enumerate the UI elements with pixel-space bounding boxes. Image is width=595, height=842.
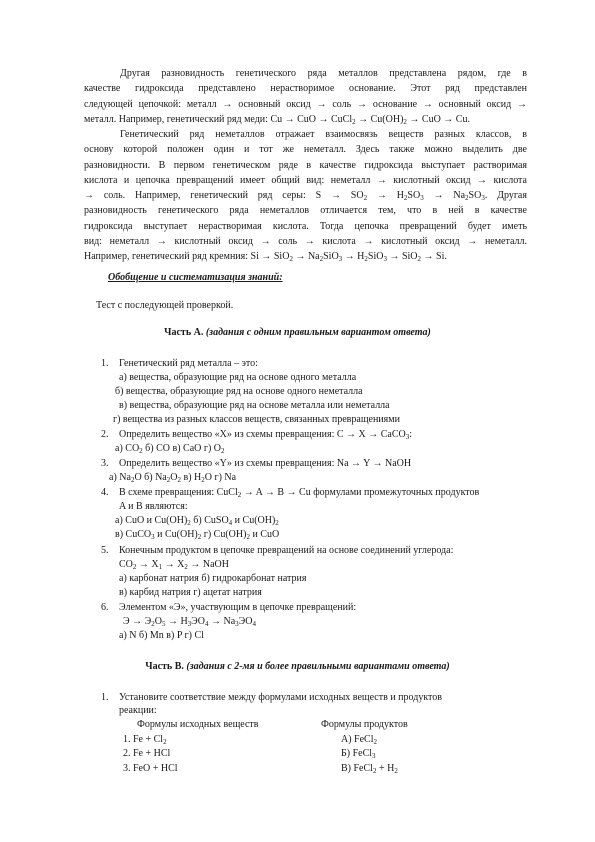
column-header-products: Формулы продуктов <box>321 719 408 730</box>
question-text: Генетический ряд металла – это: <box>119 358 258 369</box>
question-text: г) вещества из разных классов веществ, связанных превращениями <box>113 414 400 425</box>
paragraph1-line: качестве гидроксида представлено нерастворимое основание. Этот ряд представлен <box>84 83 527 95</box>
question-number: 6. <box>101 602 109 613</box>
part-b-label: Часть В. <box>145 661 184 672</box>
part-a-label: Часть А. <box>164 327 204 338</box>
answer-option-line <box>113 413 400 426</box>
question-text: в) CuCO$_3$ и $Cu(OH)_2$ г) $Cu(OH)_2$ и CuO <box>115 529 280 541</box>
paragraph-metals-series <box>84 66 527 127</box>
intro-text: Тест с последующей проверкой. <box>96 300 234 311</box>
paragraph1-line: металл. Например, генетический ряд меди: Cu → CuO → CuCl$_2$ → $Cu(OH)_2$ → CuO → Cu. <box>84 113 470 126</box>
question-text: а) N б) Mn в) P г) Cl <box>119 630 204 641</box>
paragraph2-line: разновидность генетического ряда неметаллов отличается тем, что в ней в качестве <box>84 205 527 217</box>
products-item: Б) FeCl$_3$ <box>341 748 376 760</box>
products-item: В) FeCl$_2$ + $H_2$ <box>341 763 398 775</box>
answer-option-line <box>115 528 279 541</box>
question-text: а) карбонат натрия б) гидрокарбонат натрия <box>119 573 307 584</box>
part-b-subtitle: (задания с 2-мя и более правильными вариантами ответа) <box>183 661 450 672</box>
question-text: A и B являются: <box>119 501 188 512</box>
question-text: в) вещества, образующие ряд на основе металла или неметалла <box>119 400 390 411</box>
answer-option-line <box>115 514 279 527</box>
section-heading: Обобщение и систематизация знаний: <box>108 272 283 283</box>
question-text: а) вещества, образующие ряд на основе одного металла <box>119 372 357 383</box>
answer-option-line <box>119 399 390 412</box>
question-number: 4. <box>101 487 109 498</box>
paragraph2-line: Генетический ряд неметаллов отражает взаимосвязь веществ разных классов, в <box>120 129 527 140</box>
paragraph2-line: разновидности. В первом генетическом ряде в качестве гидроксида выступает растворимая <box>84 159 527 171</box>
question-item <box>101 457 411 470</box>
answer-option-line <box>115 385 363 398</box>
paragraph1-line: Другая разновидность генетического ряда металлов представлена рядом, где в <box>120 68 527 79</box>
answer-option-line <box>119 500 188 513</box>
part-a-title <box>0 327 595 338</box>
question-number: 2. <box>101 429 109 440</box>
question-number: 1. <box>101 358 109 369</box>
question-text: а) $CO_2$ б) CO в) CaO г) $O_2$ <box>115 443 225 455</box>
question-text: а) $Na_2O$ б) $Na_2O_2$ в) $H_2O$ г) Na <box>109 472 237 484</box>
question-number: 3. <box>101 458 109 469</box>
question-text: а) CuO и $Cu(OH)_2$ б) CuSO$_4$ и $Cu(OH)_2$ <box>115 515 279 527</box>
part-a-subtitle: (задания с одним правильным вариантом ответа) <box>203 327 431 338</box>
paragraph2-line: гидроксида выступает нерастворимая кислота. Тогда цепочка превращений будет иметь <box>84 220 527 232</box>
answer-option-line <box>115 442 225 455</box>
reactants-item: 1. $Fe + Cl_2$ <box>123 734 167 746</box>
question-text: б) вещества, образующие ряд на основе одного неметалла <box>115 386 363 397</box>
question-item <box>101 428 412 441</box>
part-b-question-1-cont: реакции: <box>119 705 157 716</box>
question-text: $Э \to Э_2O_5 \to H_3ЭO_4 \to Na_3ЭO_4$ <box>123 616 256 628</box>
answer-option-line <box>119 371 356 384</box>
paragraph2-line: основу которой положен один и тот же неметалл. Здесь также можно выделить две <box>84 144 527 156</box>
reactants-item: 2. Fe + HCl <box>123 748 171 759</box>
paragraph2-line: → соль. Например, генетический ряд серы: $S \to SO_2 \to H_2SO_3 \to Na_2SO_3$. Другая <box>84 190 527 203</box>
question-text: $CO_2 \to X_1 \to X_2$ → NaOH <box>119 559 229 571</box>
question-item <box>101 601 356 614</box>
question-number: 5. <box>101 545 109 556</box>
paragraph-nonmetals-series <box>84 127 527 265</box>
question-item <box>101 486 479 499</box>
products-item: А) FeCl$_2$ <box>341 734 377 746</box>
answer-option-line <box>123 615 256 628</box>
question-text: Конечным продуктом в цепочке превращений на основе соединений углерода: <box>119 545 454 556</box>
part-b-question-1 <box>101 691 442 704</box>
answer-option-line <box>119 558 229 571</box>
part-b-title <box>0 661 595 672</box>
question-text: Элементом «Э», участвующим в цепочке превращений: <box>119 602 357 613</box>
question-text: Определить вещество «Х» из схемы превращения: C → X → CaCO$_3$: <box>119 429 413 441</box>
reactants-item: 3. FeO + HCl <box>123 763 178 774</box>
question-text: В схеме превращения: CuCl$_2$ → A → B → Cu формулами промежуточных продуктов <box>119 487 480 499</box>
paragraph1-line: следующей цепочкой: металл → основный оксид → соль → основание → основный оксид → <box>84 98 527 110</box>
paragraph2-line: вид: неметалл → кислотный оксид → соль → кислота → кислотный оксид → неметалл. <box>84 236 527 248</box>
question-text: Определить вещество «Y» из схемы превращения: Na → Y → NaOH <box>119 458 412 469</box>
column-header-reactants: Формулы исходных веществ <box>137 719 259 730</box>
answer-option-line <box>119 629 204 642</box>
answer-option-line <box>109 471 236 484</box>
question-number: 1. <box>101 692 109 703</box>
paragraph2-line: кислота и цепочка превращений имеет общий вид: неметалл → кислотный оксид → кислота <box>84 174 527 186</box>
answer-option-line <box>119 586 262 599</box>
question-text: Установите соответствие между формулами исходных веществ и продуктов <box>119 692 443 703</box>
paragraph2-line: Например, генетический ряд кремния: $Si \to SiO_2 \to Na_2SiO_3 \to H_2SiO_3 \to SiO_2 \to Si$. <box>84 251 447 264</box>
question-text: в) карбид натрия г) ацетат натрия <box>119 587 262 598</box>
question-item <box>101 357 258 370</box>
question-item <box>101 544 453 557</box>
answer-option-line <box>119 572 306 585</box>
